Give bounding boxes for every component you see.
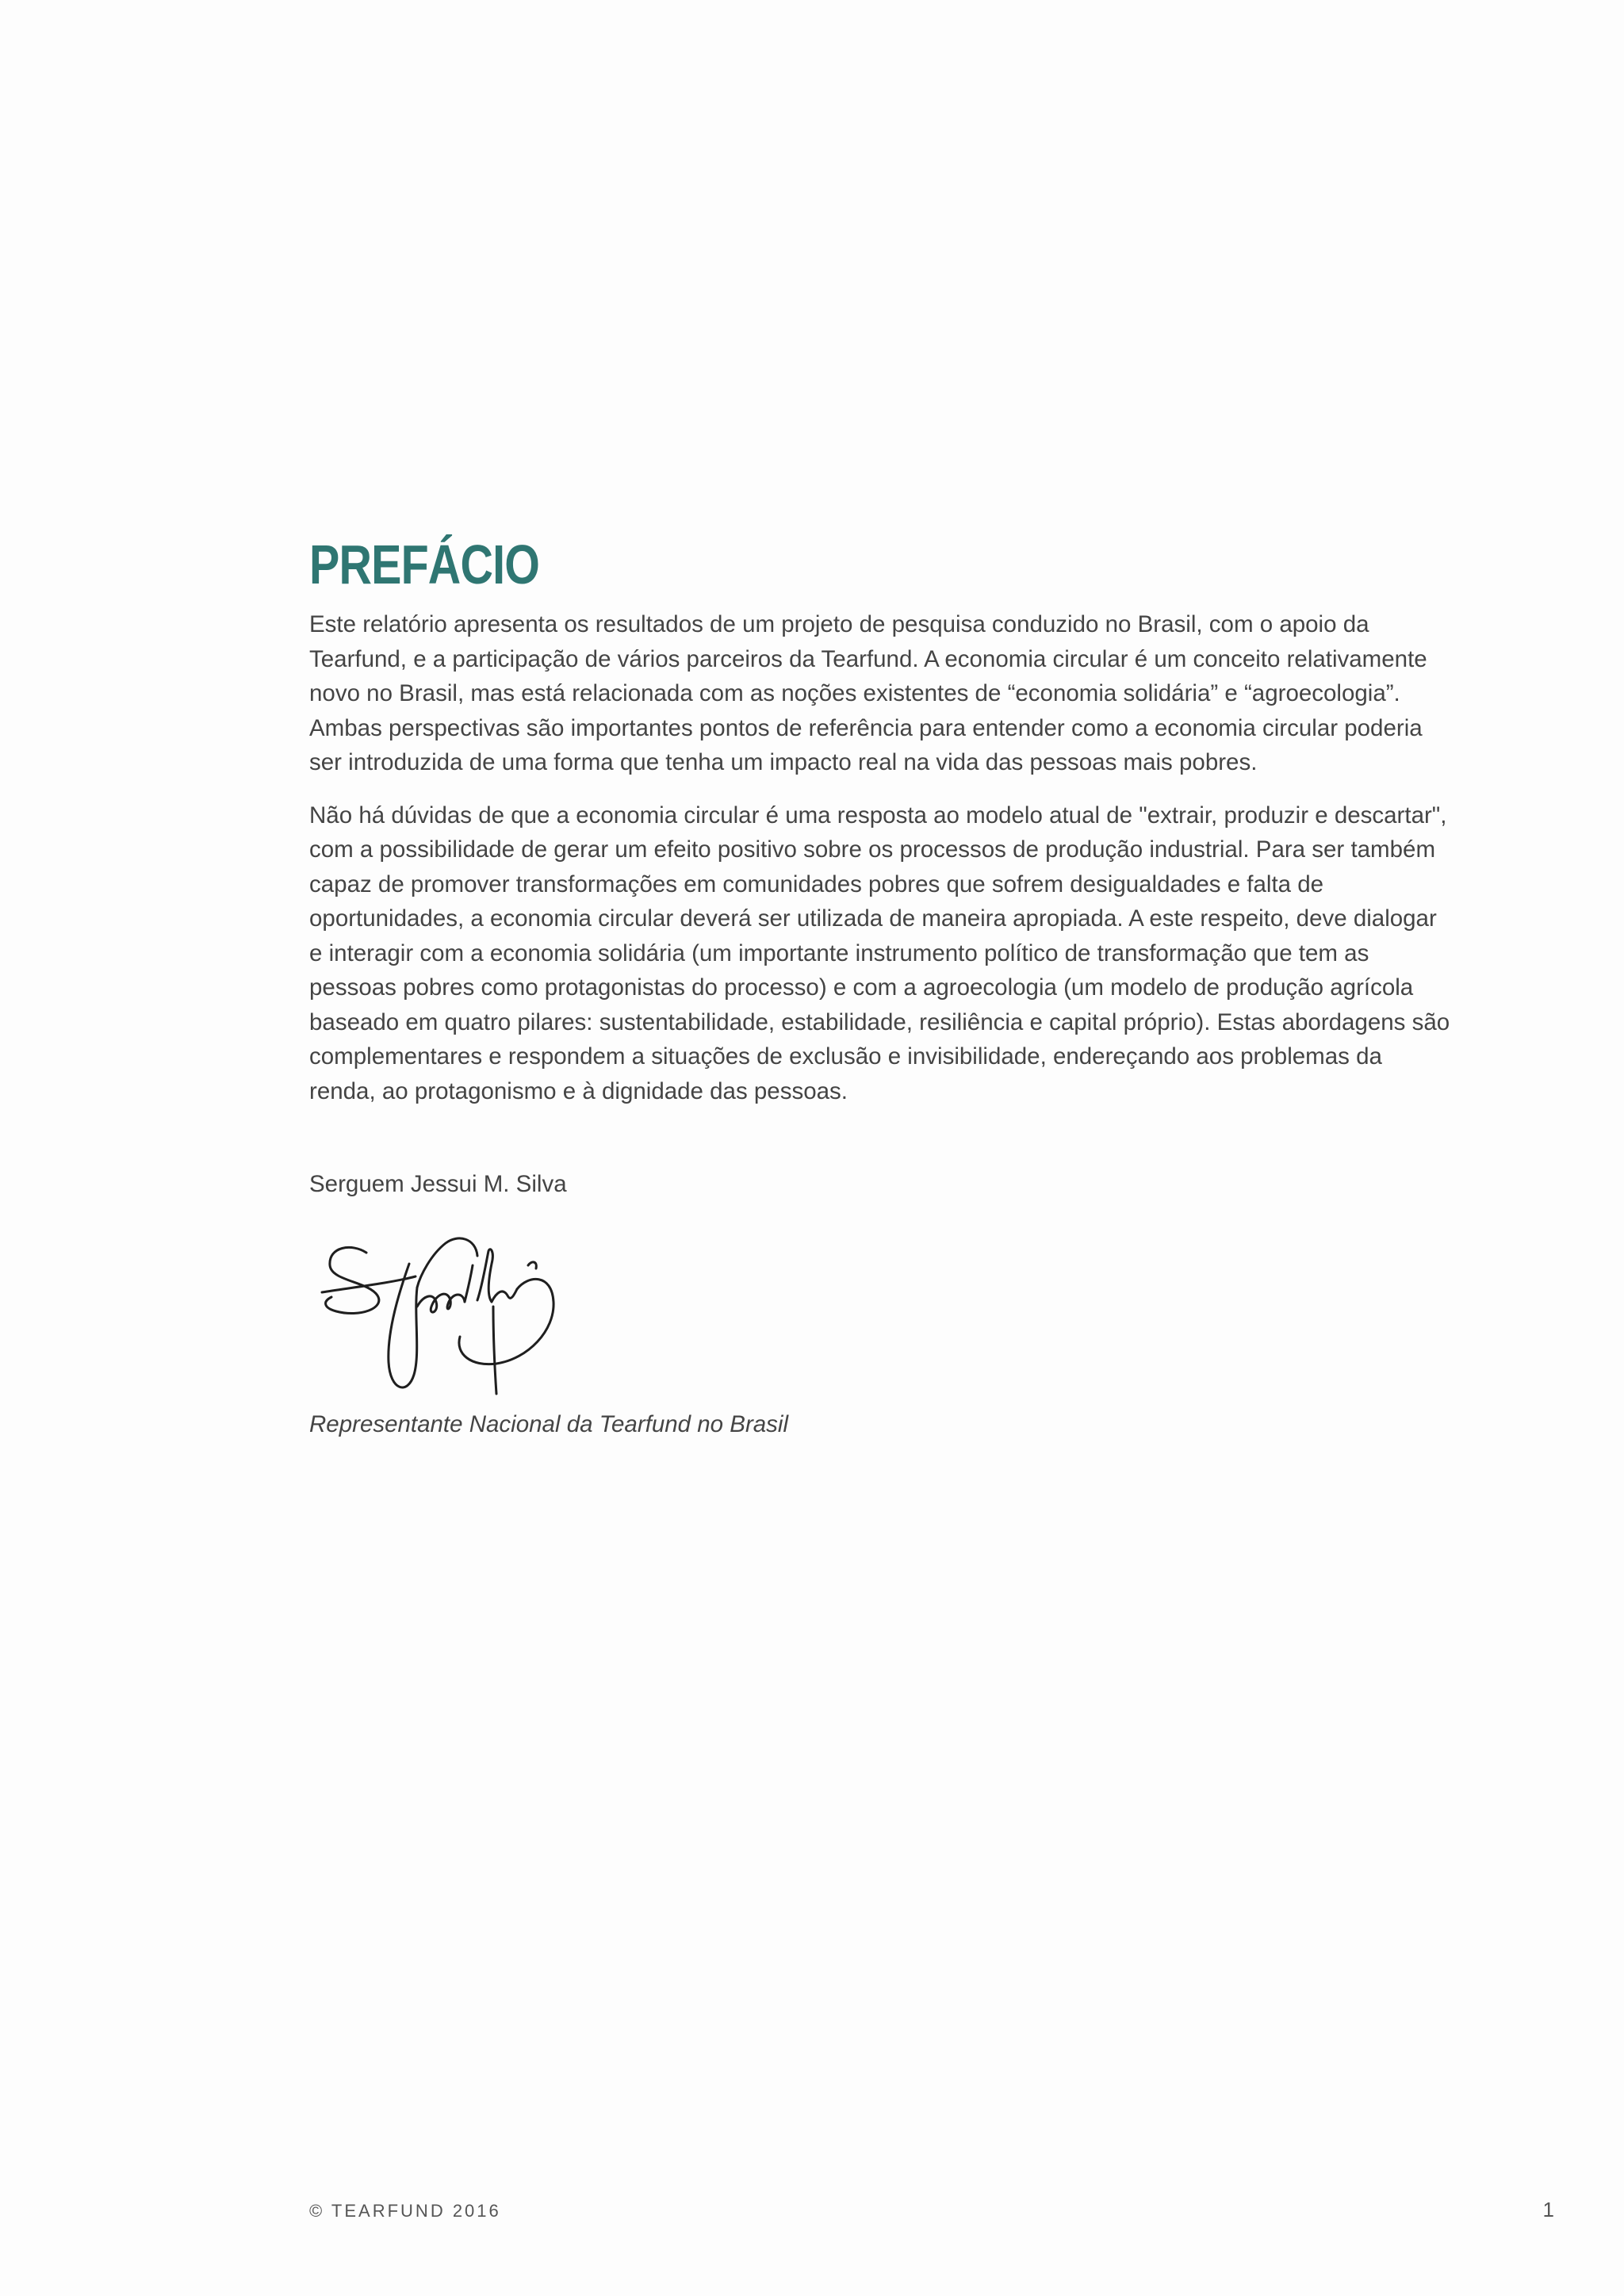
- author-role: Representante Nacional da Tearfund no Brasil: [309, 1410, 789, 1437]
- page-title: PREFÁCIO: [309, 534, 540, 595]
- footer-copyright: © TEARFUND 2016: [309, 2201, 501, 2221]
- author-name: Serguem Jessui M. Silva: [309, 1171, 567, 1197]
- paragraph-1: Este relatório apresenta os resultados de um projeto de pesquisa conduzido no Brasil, com o apoio da Tearfund, e a participação de vários parceiros da Tearfund. A economia circular é um conceito relativamente novo no Brasil, mas está relacionada com as noções existentes de “economia solidária” e “agroecologia”. Ambas perspectivas são importantes pontos de referência para entender como a economia circular poderia ser introduzida de uma forma que tenha um impacto real na vida das pessoas mais pobres.: [309, 611, 1427, 775]
- signature-image: [320, 1219, 566, 1398]
- preface-section: [309, 533, 1451, 1441]
- paragraph-2: Não há dúvidas de que a economia circular é uma resposta ao modelo atual de "extrair, produzir e descartar", com a possibilidade de gerar um efeito positivo sobre os processos de produção industrial. Para ser também capaz de promover transformações em comunidades pobres que sofrem desigualdades e falta de oportunidades, a economia circular deverá ser utilizada de maneira apropiada. A este respeito, deve dialogar e interagir com a economia solidária (um importante instrumento político de transformação que tem as pessoas pobres como protagonistas do processo) e com a agroecologia (um modelo de produção agrícola baseado em quatro pilares: sustentabilidade, estabilidade, resiliência e capital próprio). Estas abordagens são complementares e respondem a situações de exclusão e invisibilidade, endereçando aos problemas da renda, ao protagonismo e à dignidade das pessoas.: [309, 802, 1450, 1104]
- page-number: 1: [1542, 2198, 1554, 2221]
